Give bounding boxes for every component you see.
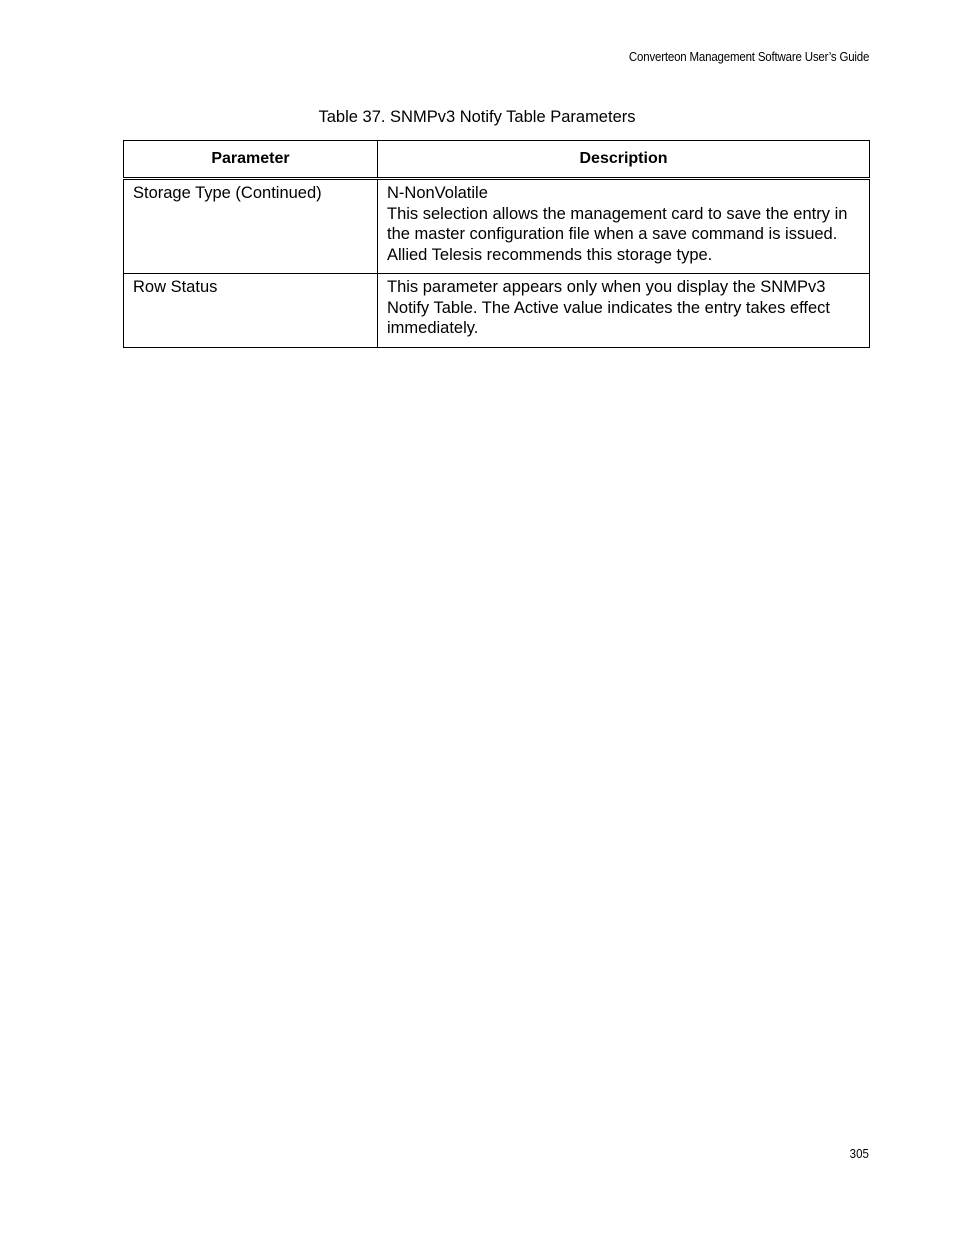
running-header: Converteon Management Software User’s Guide xyxy=(628,50,869,64)
page-number: 305 xyxy=(849,1147,869,1161)
description-cell xyxy=(378,274,870,348)
parameter-cell: Row Status xyxy=(124,274,378,348)
description-cell xyxy=(378,179,870,274)
parameter-cell: Storage Type (Continued) xyxy=(124,179,378,274)
description-line: This parameter appears only when you display the SNMPv3 Notify Table. The Active value indicates the entry takes effect immediately. xyxy=(387,278,831,337)
table-row xyxy=(124,274,870,348)
parameters-table xyxy=(123,140,870,348)
table-header-row xyxy=(124,141,870,179)
description-line: This selection allows the management card to save the entry in the master configuration file when a save command is issued. Allied Telesis recommends this storage type. xyxy=(387,204,848,264)
table-row xyxy=(124,179,870,274)
column-header-parameter: Parameter xyxy=(124,141,378,179)
description-line: N-NonVolatile xyxy=(387,184,488,202)
table-caption: Table 37. SNMPv3 Notify Table Parameters xyxy=(318,108,636,126)
column-header-description: Description xyxy=(378,141,870,179)
